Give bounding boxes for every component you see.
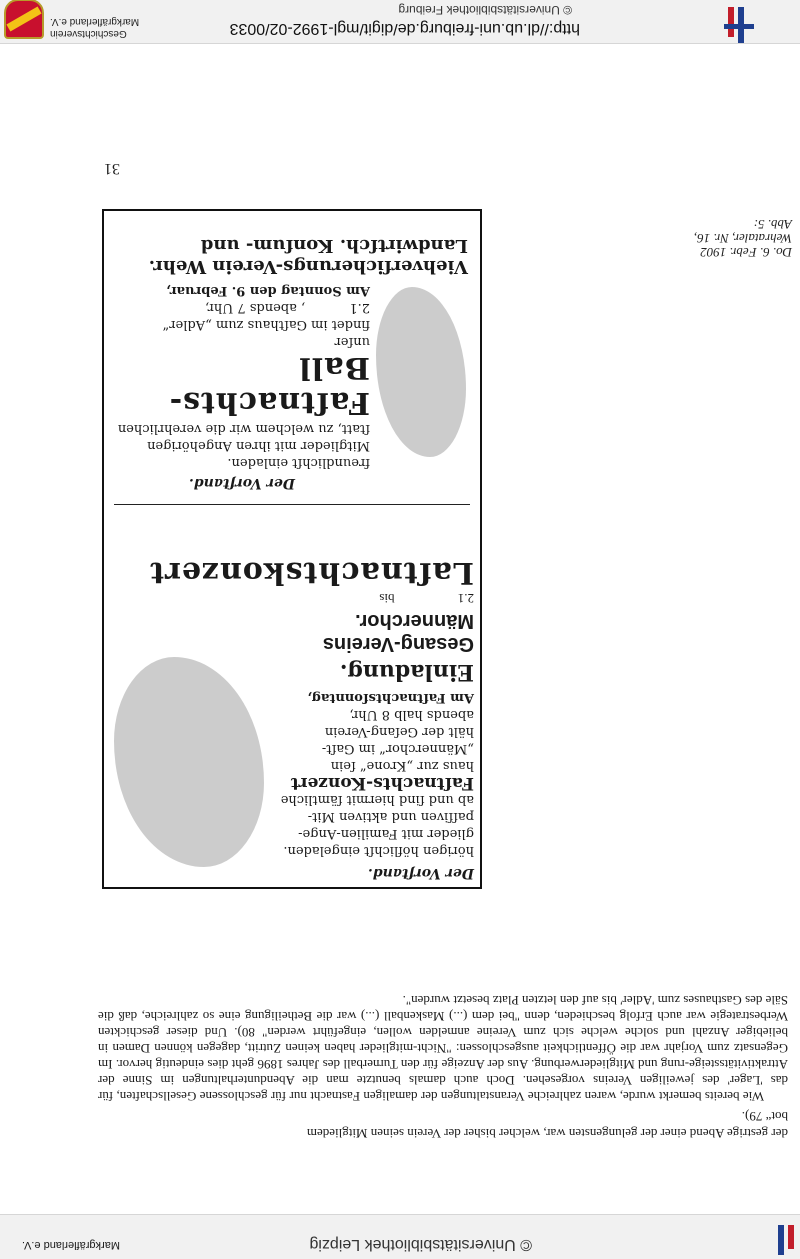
viewer-header — [0, 1214, 800, 1259]
ad-ball — [114, 282, 370, 491]
advertisement-box — [102, 209, 482, 889]
partner-line-2: Markgräflerland e.V. — [50, 16, 140, 27]
jester-figure-icon — [114, 657, 264, 867]
ad-unser: unſer — [334, 334, 370, 349]
ad-left-line: haus zur „Krone“ ſein — [330, 758, 474, 773]
ad-left-small — [274, 590, 474, 607]
header-partner: Markgräflerland e.V. — [21, 1239, 120, 1251]
text-top-line: der gestrige Abend einer der gelungensten war, welcher bisher der Verein seinen Mitgliedem — [306, 1126, 788, 1141]
ad-place: findet im Gaſthaus zum „Adler“ — [162, 317, 370, 332]
ad-ball-title: Faſtnachts-Ball — [168, 350, 370, 420]
ad-org — [112, 235, 468, 277]
ad-left-line: Faſtnachts-Konzert — [290, 773, 474, 793]
partner-name — [50, 15, 146, 39]
caption-line: Do. 6. Febr. 1902 — [700, 245, 792, 260]
ad-org-line-2: Viehverſicherungs-Verein Wehr. — [148, 256, 468, 277]
ad-left-line: ab und ſind hiermit ſämtliche — [280, 792, 474, 807]
ad-left-line: paſſiven und aktiven Mit- — [307, 809, 474, 824]
ad-club-name: Gesang-Vereins Männerchor. — [322, 610, 474, 655]
ad-divider — [114, 504, 470, 505]
ad-left-small1: bis — [379, 591, 395, 606]
ad-left-signature: Der Vorſtand. — [368, 865, 474, 881]
header-copyright: © Universitätsbibliothek Leipzig — [309, 1236, 532, 1253]
footer-copyright: © Universitätsbibliothek Freiburg — [398, 3, 572, 17]
ad-right-signature: Der Vorſtand. — [189, 475, 295, 491]
ad-left-heading: Einladung. — [339, 659, 474, 685]
caption-line: Wehrataler, Nr. 16, — [693, 231, 792, 246]
university-logo-icon — [720, 0, 760, 43]
library-logo-icon — [766, 1225, 800, 1259]
ad-left-lines — [274, 689, 474, 859]
ad-nr: 2.1 — [349, 300, 370, 315]
page-number: 31 — [104, 160, 120, 177]
ad-org-line-1: Landwirtſch. Konſum- und — [200, 235, 468, 256]
body-paragraph: Wie bereits bemerkt wurde, waren zahlreiche Veranstaltungen der damaligen Fastnacht nur für geschlossene Gesellschaften, für das 'Lager' des jeweiligen Vereins vorgesehen. Doch auch damals benutzte man die Abendunterhaltungen im Sinne der Attraktivitätssteige-rung und Mitgliederwerbung. Aus der Anzeige für den Turnerball des Jahres 1896 geht dies eindeutig hervor. Im Gegensatz zum Vorjahr war die Öffentlichkeit ausgeschlossen: "Nicht-mitglieder haben keinen Zutritt, dagegen können Damen in beliebiger Anzahl und solche welche sich zum Vereine anmelden wollen, eingeführt werden" 80). Und dieser geschickten Werbestrategie war auch Erfolg beschieden, denn "bei dem (...) Maskenball (...) war die Betheiligung eine so zahlreiche, daß die Säle des Gasthauses zum 'Adler' bis auf den letzten Platz besetzt wurden". — [98, 993, 788, 1104]
text-top-line-2: bot“ 79). — [741, 1109, 788, 1124]
ad-left-line: hörigen höflichſt eingeladen. — [283, 843, 474, 858]
viewer-footer — [0, 0, 800, 44]
ad-left-line: Am Faſtnachtsſonntag, — [307, 690, 474, 705]
ad-left-line: „Männerchor“ im Gaſt- — [321, 741, 474, 756]
jester-figure-icon — [376, 287, 466, 457]
ad-left-small2: 2.1 — [457, 591, 474, 606]
ad-left-title: Laſtnachtskonzert — [149, 555, 474, 590]
ad-left-line: glieder mit Familien-Ange- — [298, 826, 474, 841]
document-url[interactable]: http://dl.ub.uni-freiburg.de/digit/mgl-1992-02/0033 — [229, 20, 580, 37]
ad-left-line: abends halb 8 Uhr, — [349, 707, 474, 722]
caption-line: Abb. 5: — [753, 217, 792, 232]
coat-of-arms-icon — [4, 0, 44, 39]
ad-time-row — [114, 299, 370, 316]
ad-date: Am Sonntag den 9. Februar, — [166, 283, 370, 298]
ad-concert — [149, 555, 474, 881]
ad-right-line: Mitglieder mit ihren Angehörigen — [147, 438, 370, 453]
figure-caption — [682, 217, 792, 259]
ad-right-line: freundlichſt einladen. — [227, 455, 370, 470]
partner-line-1: Geschichtsverein — [50, 28, 127, 39]
ad-right-line: ſtatt, zu welchem wir die verehrlichen — [117, 421, 370, 436]
ad-right-lines — [114, 420, 370, 471]
ad-left-line: hält der Geſang-Verein — [324, 724, 474, 739]
ad-time: , abends 7 Uhr, — [204, 300, 306, 315]
